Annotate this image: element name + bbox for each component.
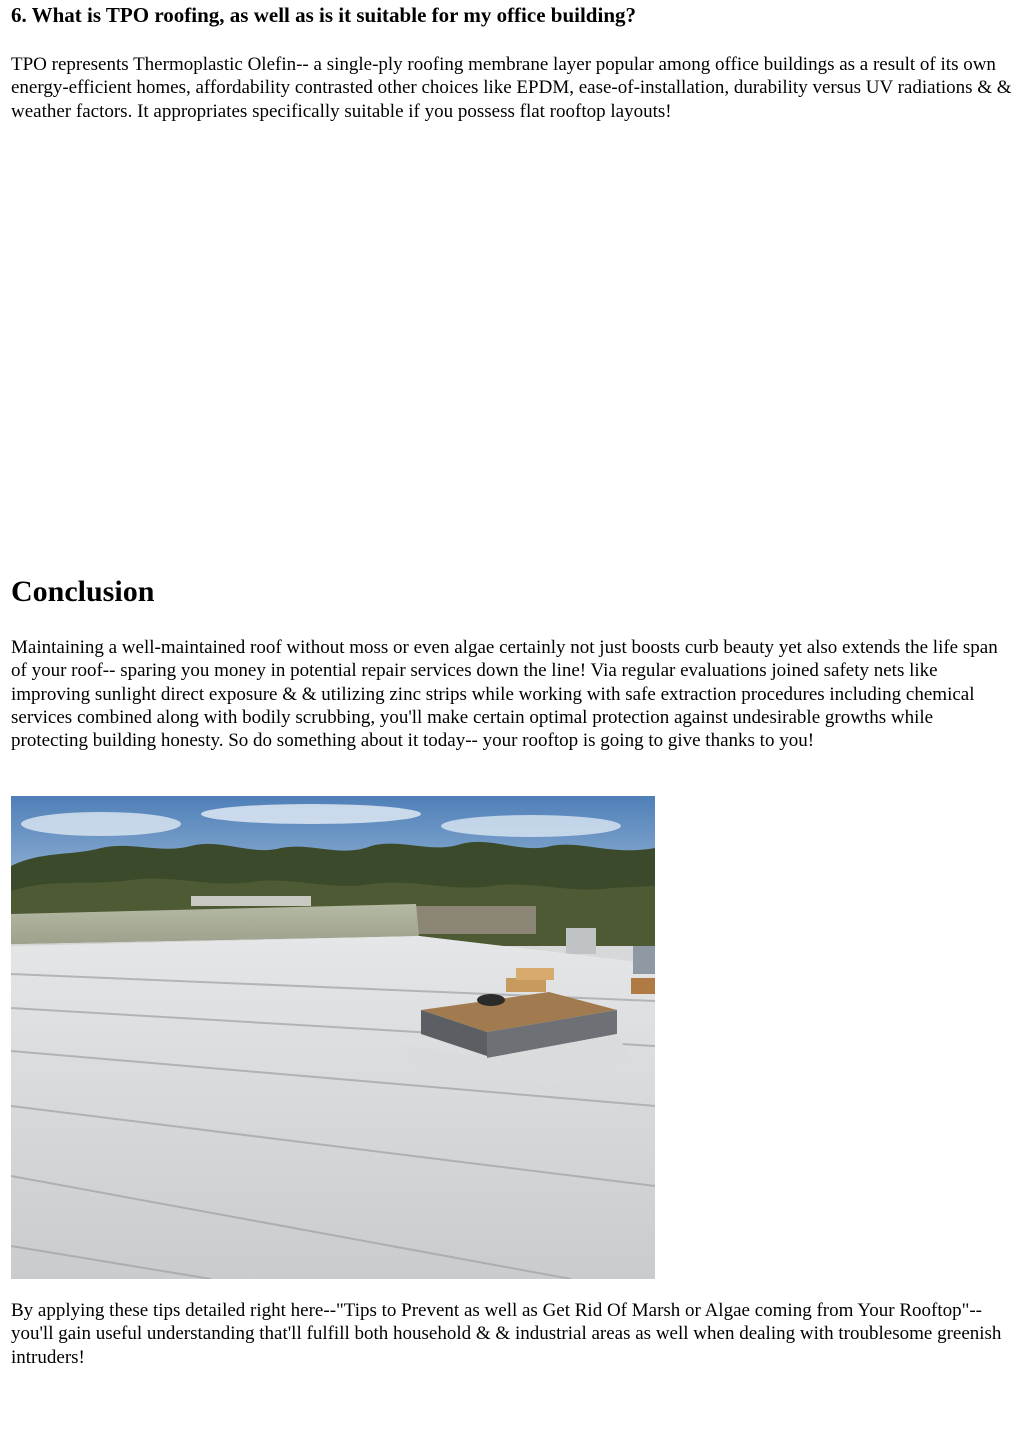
faq-question-heading: 6. What is TPO roofing, as well as is it suitable for my office building? [11, 3, 636, 27]
flat-roof-photo [11, 796, 655, 1279]
closing-paragraph: By applying these tips detailed right here--"Tips to Prevent as well as Get Rid Of Marsh or Algae coming from Your Rooftop"-- you'll gain useful understanding that'll fulfill both household & & industrial areas as well when dealing with troublesome greenish intruders! [11, 1300, 1002, 1368]
faq-answer-paragraph: TPO represents Thermoplastic Olefin-- a single-ply roofing membrane layer popular among office buildings as a result of its own energy-efficient homes, affordability contrasted other choices like EPDM, ease-of-installation, durability versus UV radiations & & weather factors. It appropriates specifically suitable if you possess flat rooftop layouts! [11, 54, 1012, 122]
conclusion-paragraph: Maintaining a well-maintained roof without moss or even algae certainly not just boosts curb beauty yet also extends the life span of your roof-- sparing you money in potential repair services down the line! Via regular evaluations joined safety nets like improving sunlight direct exposure & & utilizing zinc strips while working with safe extraction procedures including chemical services combined along with bodily scrubbing, you'll make certain optimal protection against undesirable growths while protecting building honesty. So do something about it today-- your rooftop is going to give thanks to you! [11, 637, 998, 752]
conclusion-heading: Conclusion [11, 575, 155, 608]
